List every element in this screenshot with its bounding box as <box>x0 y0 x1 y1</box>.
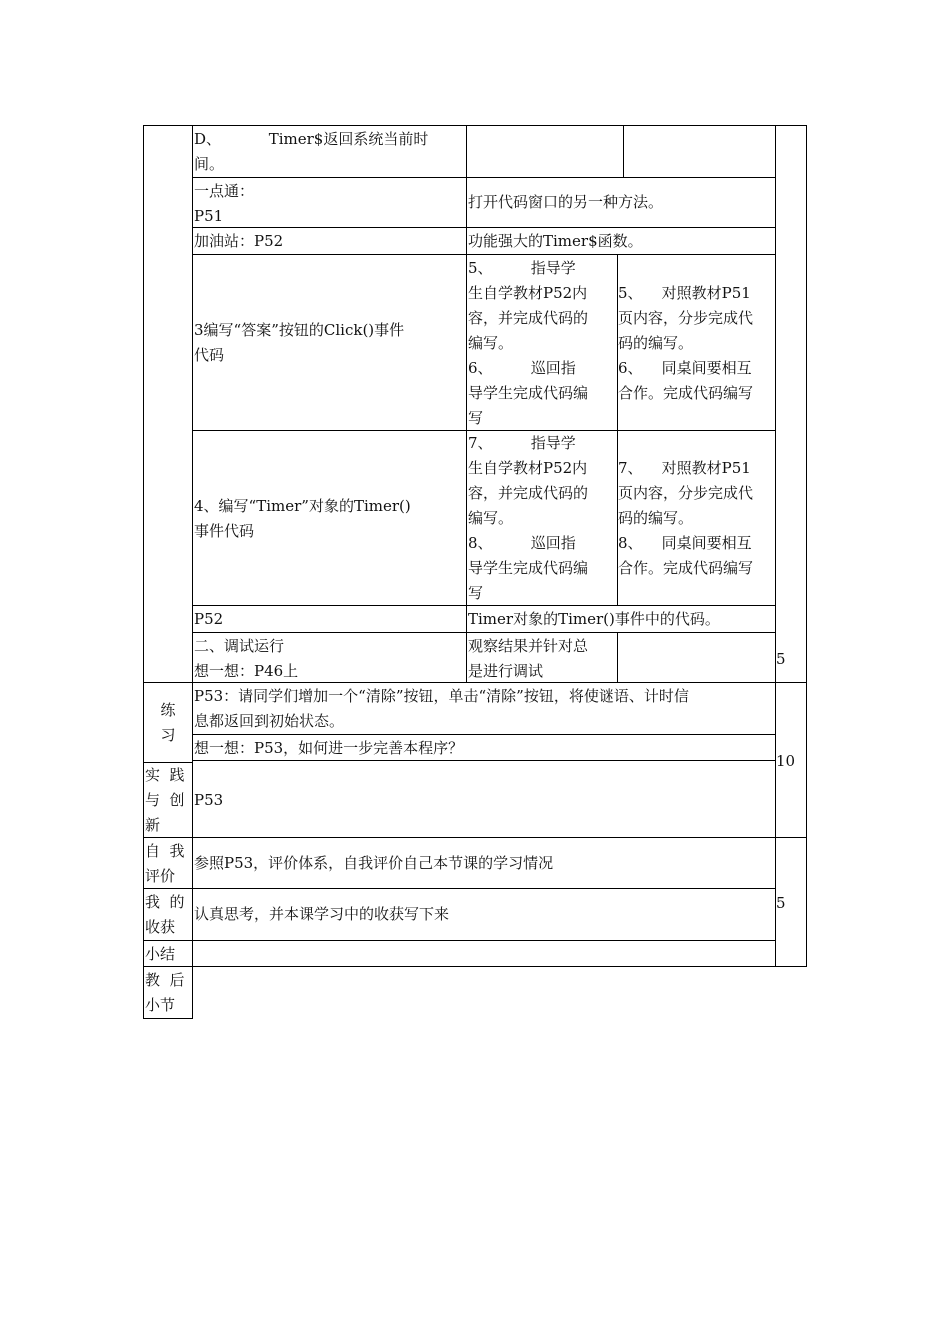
innovate-label: 实 践 与 创 新 <box>145 766 185 834</box>
row3-teacher: 功能强大的Timer$函数。 <box>468 232 643 250</box>
harvest-time: 5 <box>776 894 786 912</box>
line <box>143 888 776 889</box>
line <box>143 966 807 967</box>
line <box>466 125 467 682</box>
line <box>192 125 193 1019</box>
row1-content: D、 Timer$返回系统当前时 间。 <box>194 130 429 173</box>
line <box>775 125 776 967</box>
line <box>623 125 624 177</box>
summary-label: 小结 <box>145 945 176 963</box>
row4-student: 5、 对照教材P51 页内容，分步完成代 码的编写。 6、 同桌间要相互 合作。完成代码编写 <box>618 284 754 402</box>
practice-label: 练 习 <box>160 701 176 744</box>
practice-time: 10 <box>776 752 796 770</box>
selfeval-label: 自 我 评价 <box>145 842 185 885</box>
line <box>192 254 776 255</box>
row2-teacher: 打开代码窗口的另一种方法。 <box>468 193 664 211</box>
line <box>143 125 807 126</box>
selfeval-content: 参照P53，评价体系，自我评价自己本节课的学习情况 <box>194 854 554 872</box>
row5-content: 4、编写“Timer”对象的Timer() 事件代码 <box>194 497 411 540</box>
line <box>143 940 776 941</box>
afterclass-label: 教 后 小节 <box>145 971 185 1014</box>
harvest-content: 认真思考，并本课学习中的收获写下来 <box>194 905 450 923</box>
row5-teacher: 7、 指导学 生自学教材P52内 容，并完成代码的 编写。 8、 巡回指 导学生完成代码编 写 <box>468 434 589 602</box>
practice-line2: 想一想：P53，如何进一步完善本程序？ <box>194 739 464 757</box>
line <box>192 734 776 735</box>
innovate-content: P53 <box>194 791 224 809</box>
row4-content: 3编写“答案”按钮的Click()事件 代码 <box>194 321 405 364</box>
harvest-label: 我 的 收获 <box>145 893 185 936</box>
line <box>143 1018 193 1019</box>
row6-teacher: Timer对象的Timer()事件中的代码。 <box>468 610 720 628</box>
line <box>192 177 776 178</box>
row7-time: 5 <box>776 650 786 668</box>
line <box>143 125 144 1019</box>
row4-teacher: 5、 指导学 生自学教材P52内 容，并完成代码的 编写。 6、 巡回指 导学生完成代码编 写 <box>468 259 589 427</box>
row6-content: P52 <box>194 610 224 628</box>
line <box>192 632 776 633</box>
practice-line1: P53：请同学们增加一个“清除”按钮，单击“清除”按钮，将使谜语、计时信 息都返回到初始状态。 <box>194 687 689 730</box>
row2-content: 一点通： P51 <box>194 182 255 225</box>
line <box>143 837 807 838</box>
row3-content: 加油站：P52 <box>194 232 284 250</box>
line <box>806 125 807 967</box>
row7-teacher: 观察结果并针对总 是进行调试 <box>468 637 589 680</box>
row5-student: 7、 对照教材P51 页内容，分步完成代 码的编写。 8、 同桌间要相互 合作。完成代码编写 <box>618 459 754 577</box>
row7-content: 二、调试运行 想一想：P46上 <box>194 637 299 680</box>
